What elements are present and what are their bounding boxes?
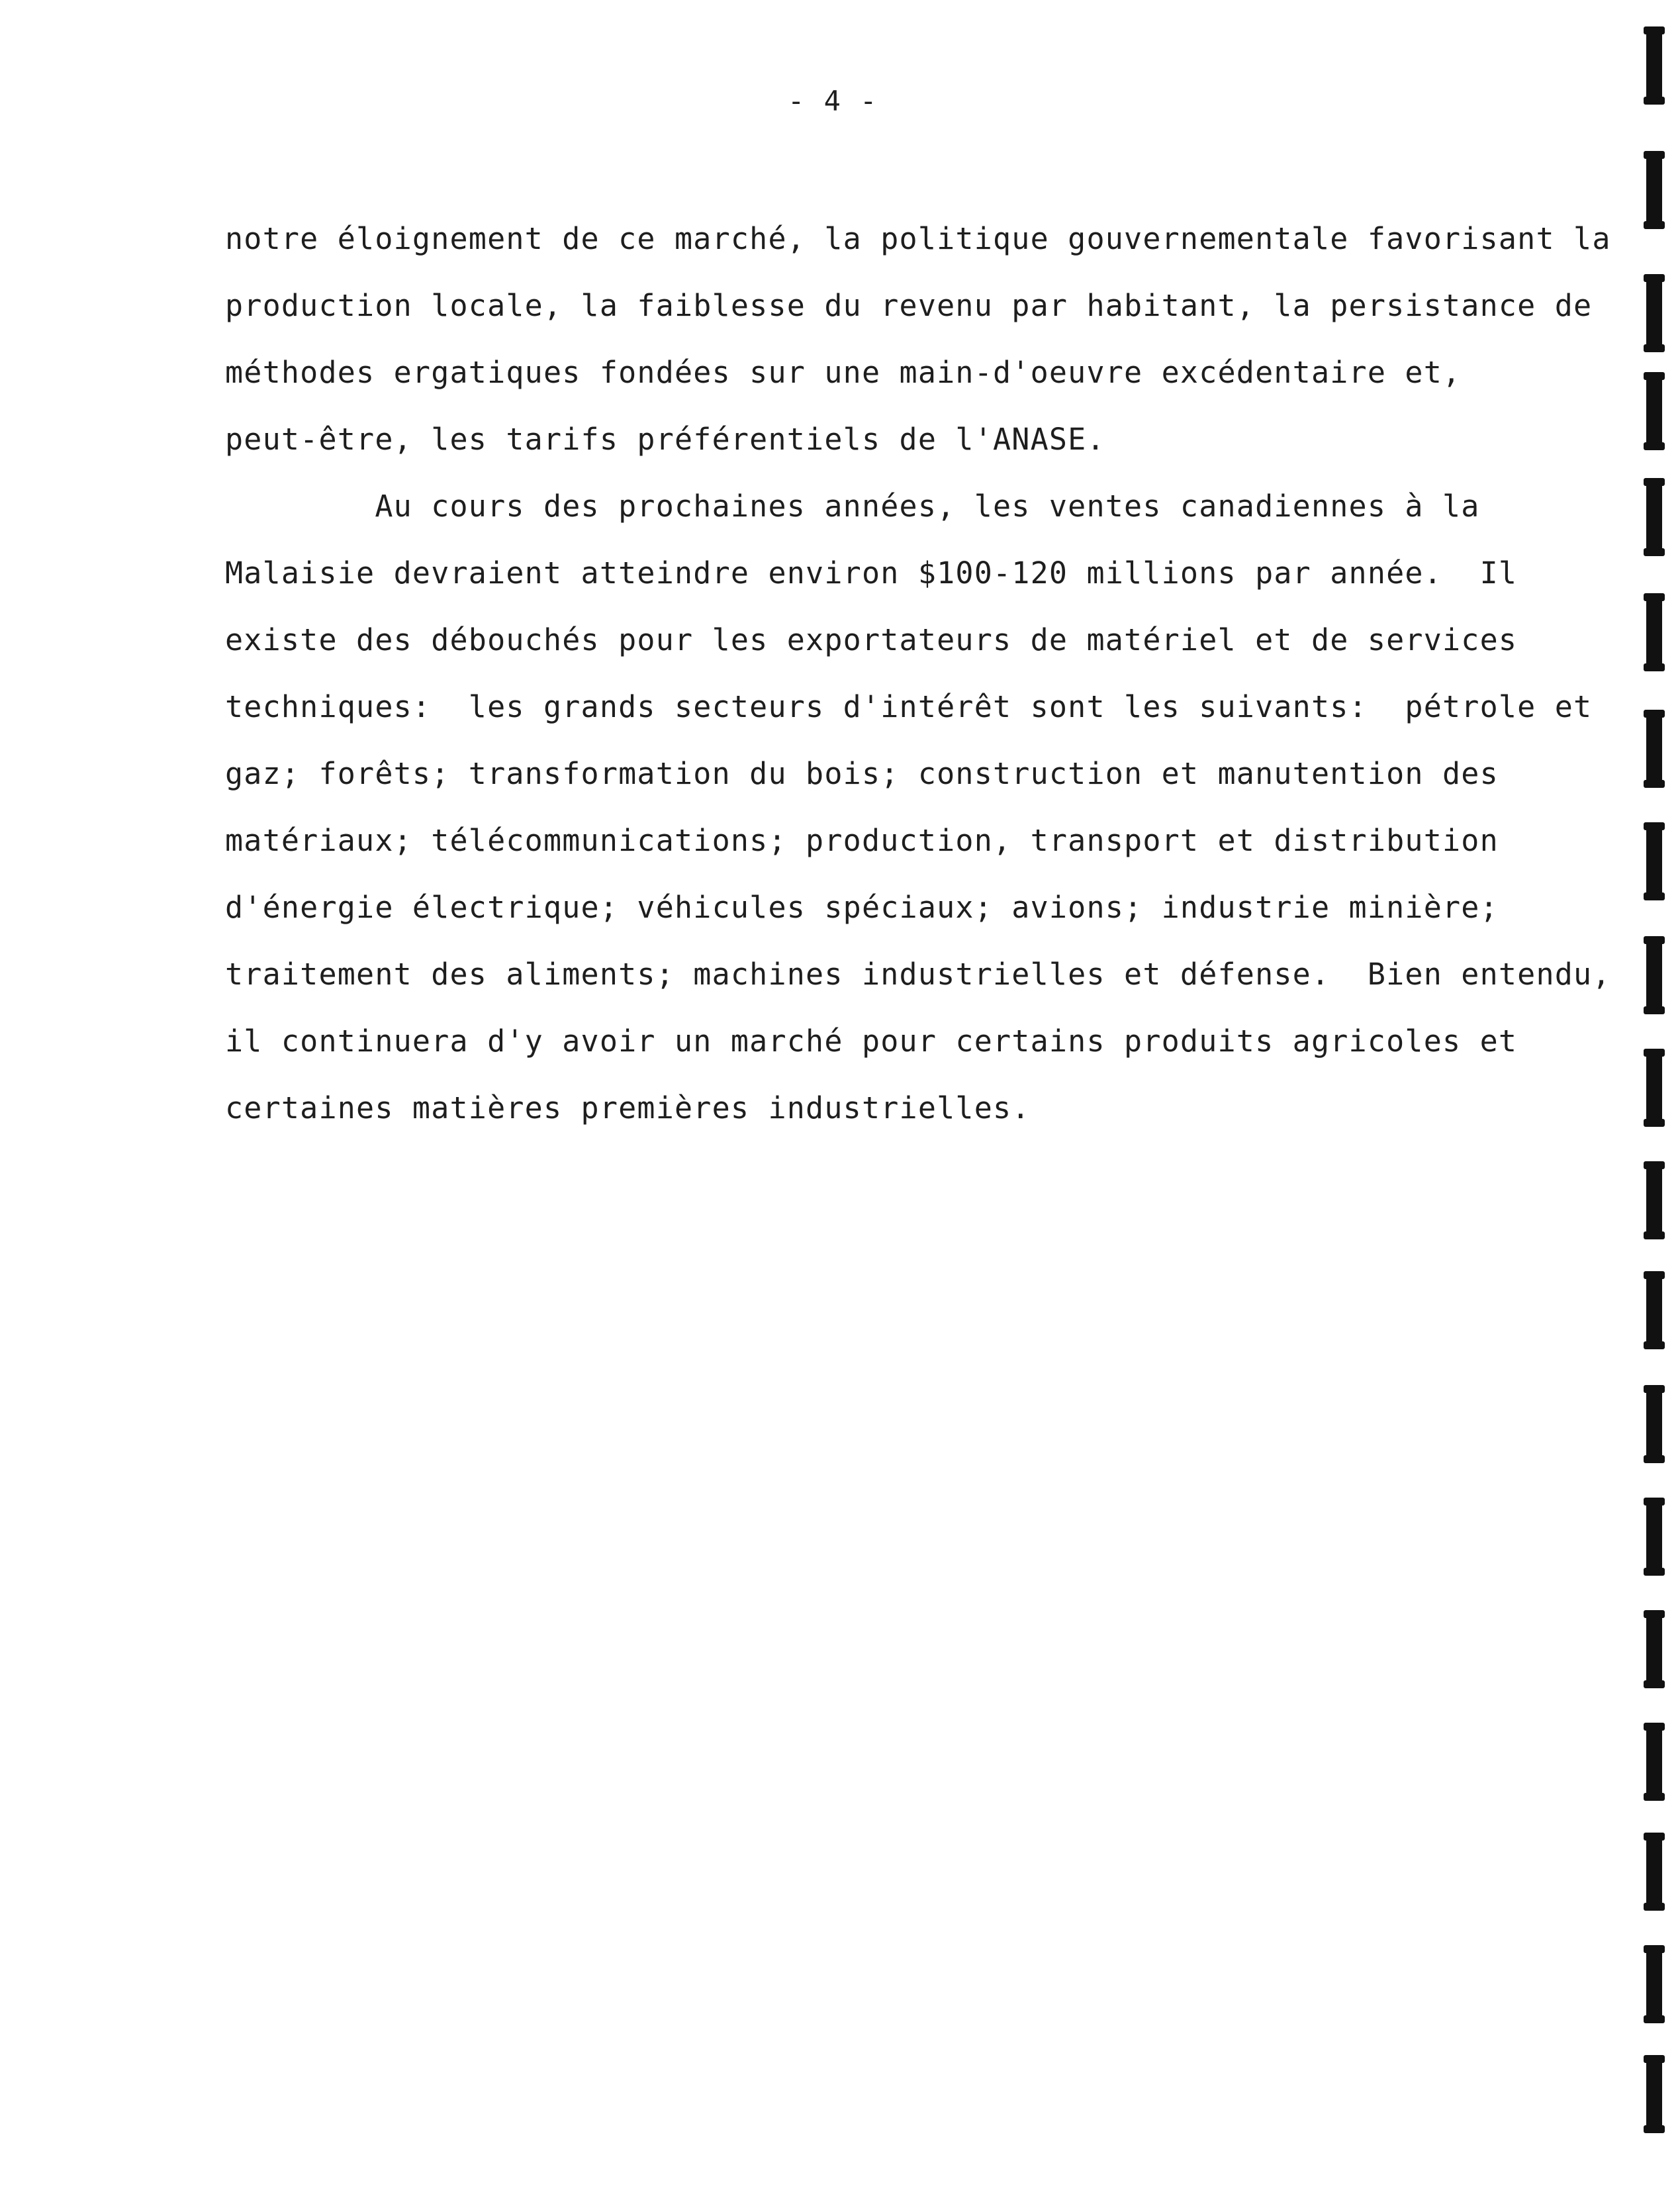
- binder-hole-mark: [1646, 1161, 1662, 1239]
- binder-hole-mark: [1646, 710, 1662, 788]
- binder-hole-mark: [1646, 478, 1662, 556]
- text-line: Au cours des prochaines années, les ventes canadiennes à la: [225, 489, 1480, 524]
- text-line: notre éloignement de ce marché, la politique gouvernementale favorisant la: [225, 221, 1611, 256]
- binder-hole-mark: [1646, 1723, 1662, 1801]
- text-line: il continuera d'y avoir un marché pour certains produits agricoles et: [225, 1024, 1518, 1059]
- text-line: méthodes ergatiques fondées sur une main-d'oeuvre excédentaire et,: [225, 355, 1462, 390]
- text-line: peut-être, les tarifs préférentiels de l'ANASE.: [225, 422, 1105, 457]
- text-line: traitement des aliments; machines industrielles et défense. Bien entendu,: [225, 957, 1611, 992]
- text-line: Malaisie devraient atteindre environ $100-120 millions par année. Il: [225, 555, 1518, 591]
- text-line: d'énergie électrique; véhicules spéciaux; avions; industrie minière;: [225, 890, 1499, 925]
- binder-hole-mark: [1646, 822, 1662, 900]
- text-line: certaines matières premières industrielles.: [225, 1090, 1031, 1126]
- binder-hole-mark: [1646, 2055, 1662, 2133]
- text-line: techniques: les grands secteurs d'intérêt sont les suivants: pétrole et: [225, 689, 1593, 724]
- binder-hole-mark: [1646, 1833, 1662, 1911]
- binder-hole-mark: [1646, 936, 1662, 1014]
- binder-hole-mark: [1646, 372, 1662, 450]
- binder-hole-mark: [1646, 1945, 1662, 2023]
- text-line: matériaux; télécommunications; production, transport et distribution: [225, 823, 1499, 858]
- binder-hole-mark: [1646, 1385, 1662, 1463]
- binder-hole-mark: [1646, 274, 1662, 352]
- binder-hole-mark: [1646, 593, 1662, 671]
- binder-hole-mark: [1646, 151, 1662, 229]
- text-line: production locale, la faiblesse du revenu par habitant, la persistance de: [225, 288, 1593, 323]
- binder-hole-mark: [1646, 1498, 1662, 1576]
- binder-hole-mark: [1646, 1049, 1662, 1127]
- text-line: existe des débouchés pour les exportateurs de matériel et de services: [225, 622, 1518, 657]
- binder-hole-mark: [1646, 26, 1662, 105]
- binder-hole-mark: [1646, 1610, 1662, 1688]
- text-line: gaz; forêts; transformation du bois; construction et manutention des: [225, 756, 1499, 791]
- page-number: - 4 -: [788, 85, 878, 117]
- binder-hole-mark: [1646, 1271, 1662, 1349]
